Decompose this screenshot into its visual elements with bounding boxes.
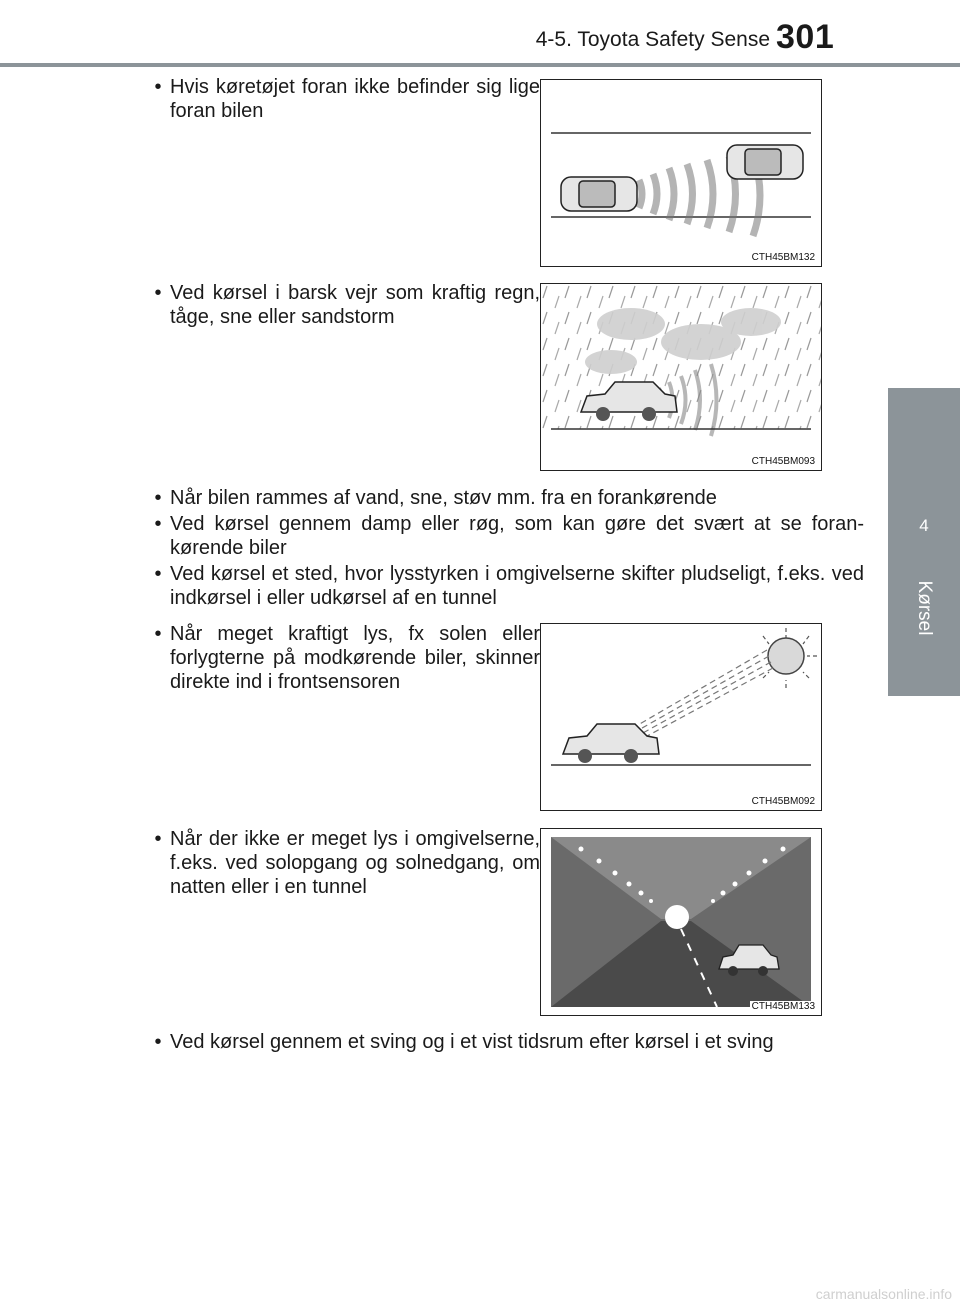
bullet-symbol: • <box>154 513 162 535</box>
list-item-text: Ved kørsel gennem et sving og i et vist tidsrum efter kørsel i et sving <box>170 1031 774 1053</box>
bullet-symbol: • <box>154 487 162 509</box>
chapter-tab <box>888 388 960 696</box>
figure-code: CTH45BM093 <box>751 456 815 467</box>
list-item-text: Ved kørsel et sted, hvor lysstyrken i omgivelserne skifter pludseligt, f.eks. ved indkørsel i eller udkørsel af en tunnel <box>170 563 864 609</box>
car-in-tunnel-illustration <box>541 829 821 1015</box>
chapter-number: 4 <box>919 516 929 535</box>
figure-car-rain <box>540 283 822 471</box>
bullet-symbol: • <box>154 828 162 850</box>
figure-code: CTH45BM133 <box>751 1001 815 1012</box>
car-in-rain-illustration <box>541 284 821 470</box>
list-item <box>146 486 864 510</box>
bullet-symbol: • <box>154 623 162 645</box>
list-item-text: Når der ikke er meget lys i omgivelserne, f.eks. ved solopgang og solnedgang, om natten eller i en tunnel <box>170 828 540 898</box>
car-sun-glare-illustration <box>541 624 821 810</box>
bullet-symbol: • <box>154 1031 162 1053</box>
watermark: carmanualsonline.info <box>815 1286 952 1302</box>
header-divider <box>0 63 960 67</box>
bullet-symbol: • <box>154 76 162 98</box>
section-title: 4-5. Toyota Safety Sense <box>535 28 770 51</box>
list-item <box>146 281 540 329</box>
list-item <box>146 1030 864 1054</box>
list-item <box>146 622 540 694</box>
figure-sun-glare <box>540 623 822 811</box>
page-number: 301 <box>776 18 835 56</box>
list-item-text: Hvis køretøjet foran ikke befinder sig lige foran bilen <box>170 76 540 122</box>
bullet-symbol: • <box>154 282 162 304</box>
figure-tunnel <box>540 828 822 1016</box>
figure-code: CTH45BM092 <box>751 796 815 807</box>
car-offset-radar-illustration <box>541 80 821 266</box>
figure-code: CTH45BM132 <box>751 252 815 263</box>
list-item <box>146 562 864 610</box>
list-item-text: Ved kørsel i barsk vejr som kraftig regn, tåge, sne eller sandstorm <box>170 282 540 328</box>
list-item <box>146 75 540 123</box>
list-item-text: Når bilen rammes af vand, sne, støv mm. fra en forankørende <box>170 487 717 509</box>
list-item-text: Ved kørsel gennem damp eller røg, som kan gøre det svært at se forankørende biler <box>170 513 864 559</box>
chapter-title: Kørsel <box>914 580 935 636</box>
list-item-text: Når meget kraftigt lys, fx solen eller forlygterne på modkørende biler, skinner direkte ind i frontsensoren <box>170 623 540 693</box>
list-item <box>146 512 864 560</box>
list-item <box>146 827 540 899</box>
figure-car-offset <box>540 79 822 267</box>
bullet-symbol: • <box>154 563 162 585</box>
